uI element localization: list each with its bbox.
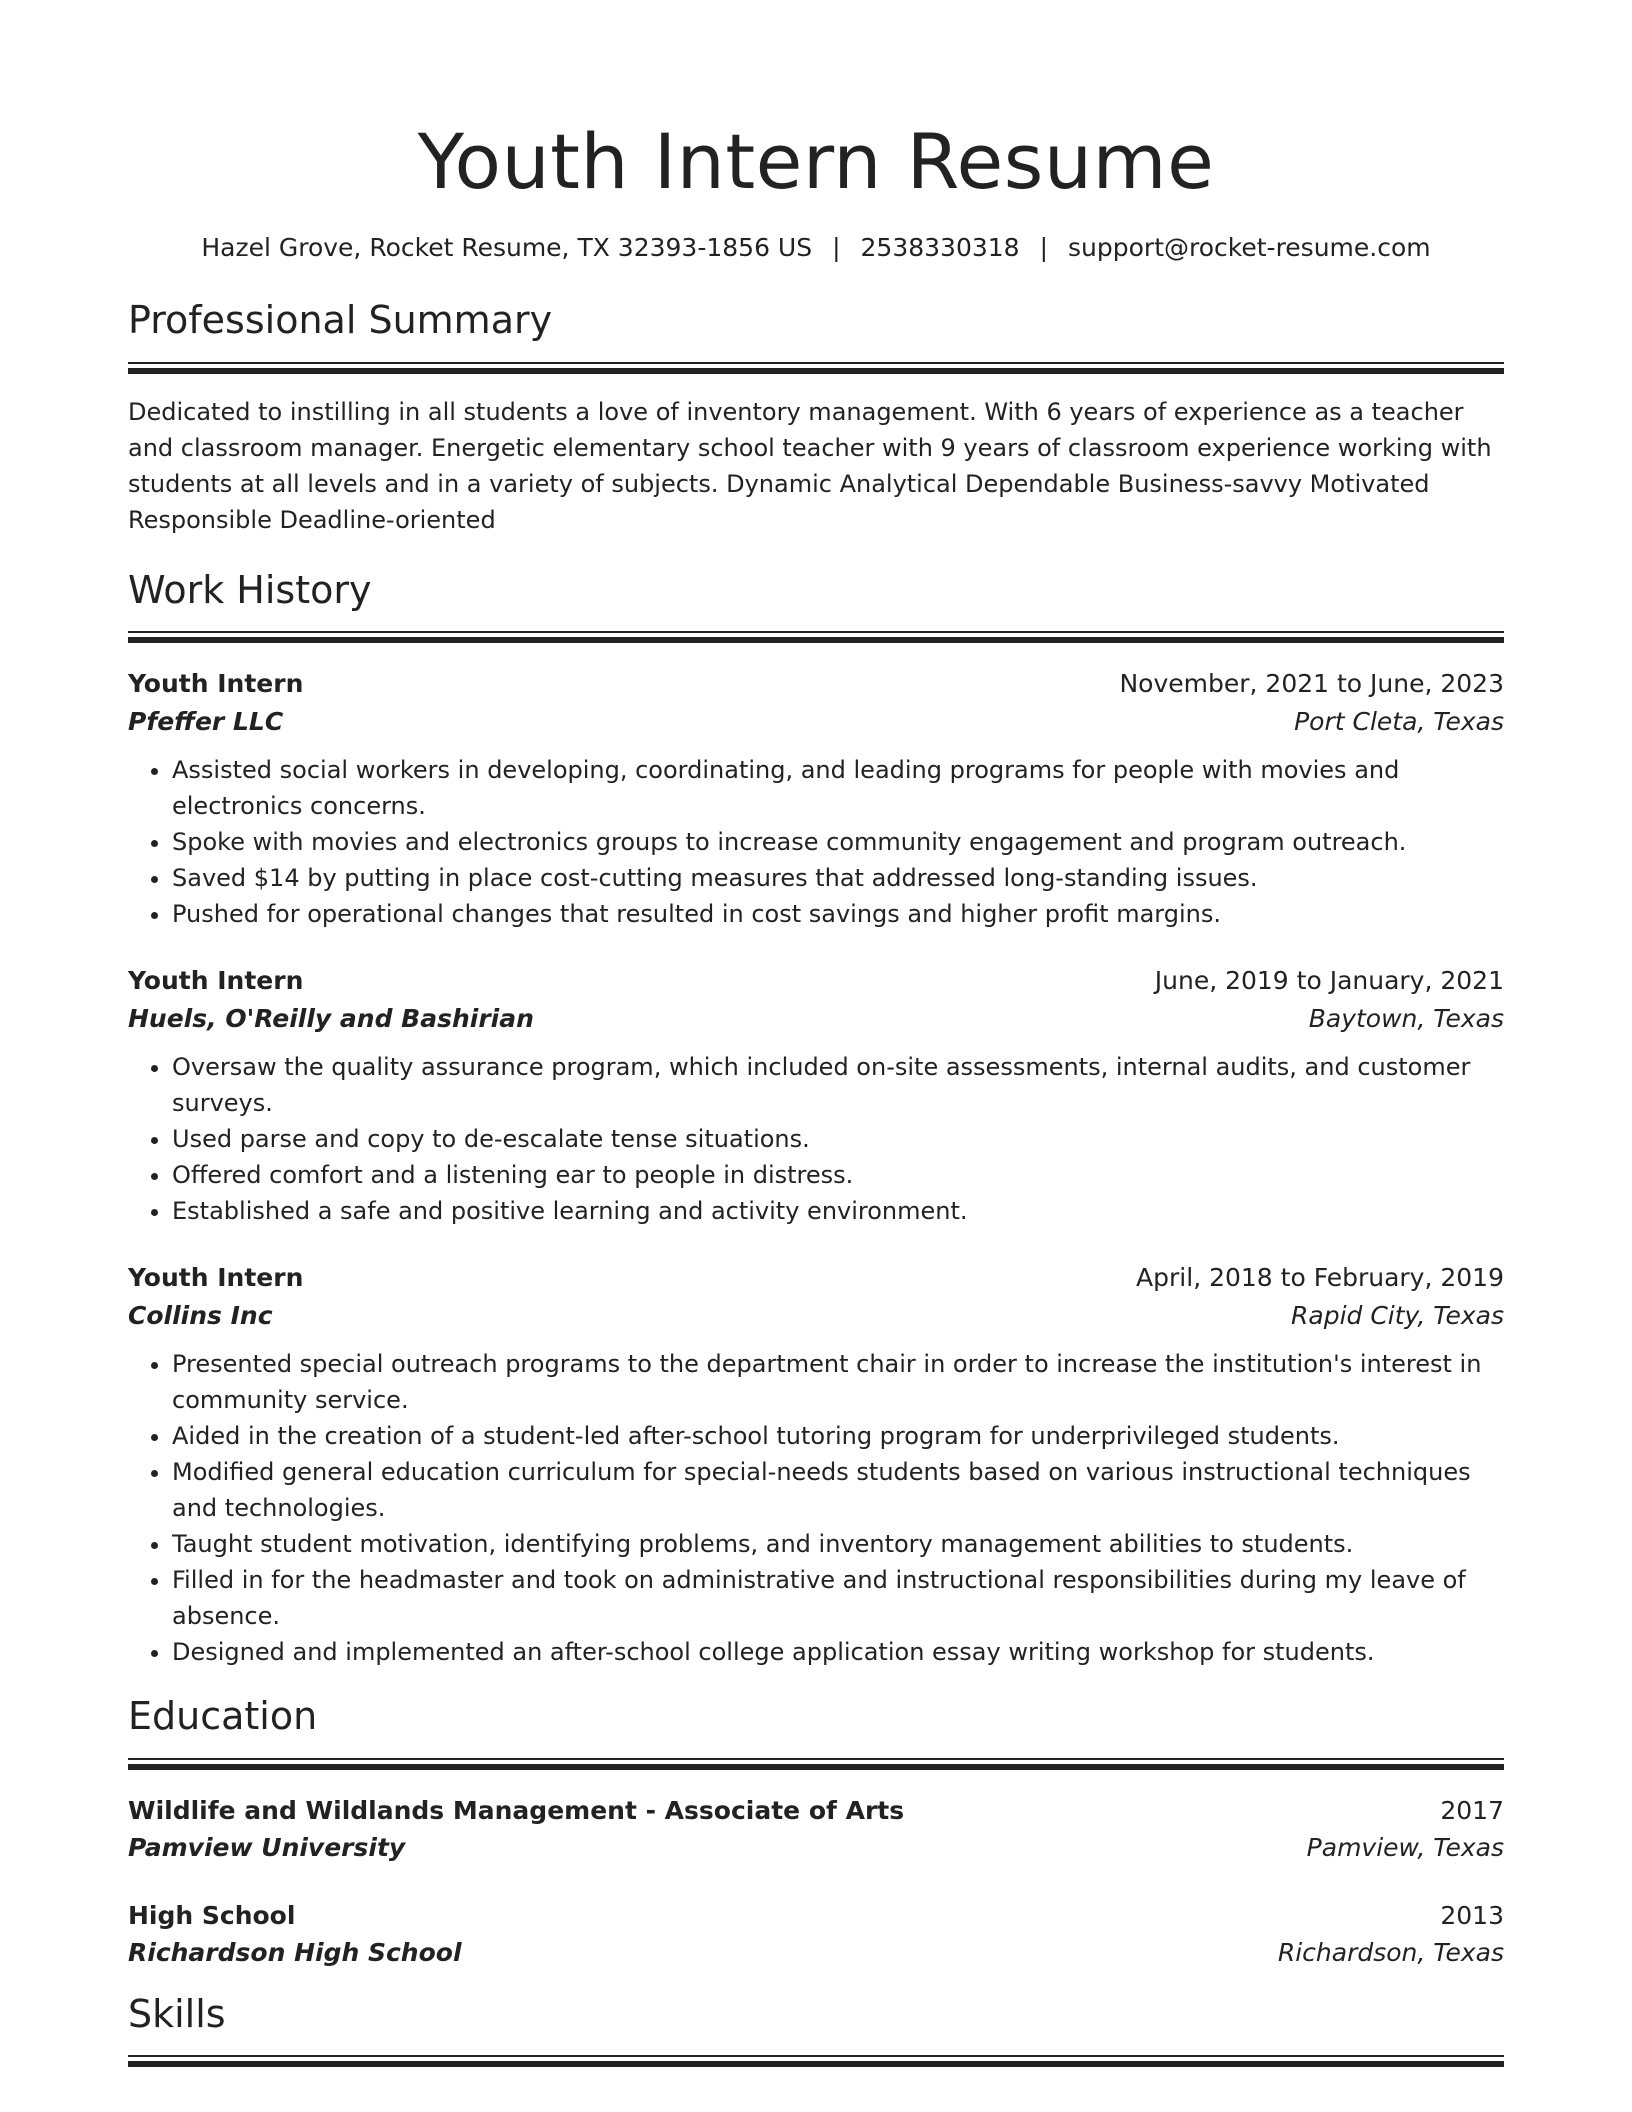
- section-divider: [128, 1758, 1504, 1770]
- job-company-row: [128, 1000, 1504, 1038]
- job-bullet-list: [128, 752, 1504, 932]
- job-entry: [128, 962, 1504, 1229]
- job-bullet: • Pushed for operational changes that resulted in cost savings and higher profit margins.: [172, 896, 1504, 932]
- job-bullet: • Offered comfort and a listening ear to people in distress.: [172, 1157, 1504, 1193]
- education-year: 2017: [1440, 1795, 1504, 1825]
- education-location: Pamview, Texas: [1306, 1833, 1504, 1863]
- job-header-row: [128, 1259, 1504, 1297]
- section-divider: [128, 2055, 1504, 2067]
- resume-title: Youth Intern Resume: [417, 117, 1215, 206]
- job-dates: November, 2021 to June, 2023: [1119, 669, 1504, 699]
- section-heading-work-history: Work History: [128, 567, 372, 612]
- job-header-row: [128, 962, 1504, 1000]
- job-company-row: [128, 703, 1504, 741]
- education-degree: Wildlife and Wildlands Management - Associate of Arts: [128, 1795, 905, 1825]
- job-bullet: • Oversaw the quality assurance program, which included on-site assessments, internal audits, and customer surveys.: [172, 1049, 1504, 1121]
- job-bullet: • Spoke with movies and electronics groups to increase community engagement and program outreach.: [172, 824, 1504, 860]
- job-title: Youth Intern: [128, 1263, 304, 1293]
- education-entry: [128, 1792, 1504, 1867]
- job-bullet: • Taught student motivation, identifying problems, and inventory management abilities to students.: [172, 1526, 1504, 1562]
- section-heading-summary: Professional Summary: [128, 298, 553, 343]
- education-year: 2013: [1440, 1900, 1504, 1930]
- section-divider: [128, 362, 1504, 374]
- education-school-row: [128, 1829, 1504, 1867]
- job-bullet: • Presented special outreach programs to the department chair in order to increase the institution's interest in community service.: [172, 1346, 1504, 1418]
- education-header-row: [128, 1897, 1504, 1935]
- job-dates: April, 2018 to February, 2019: [1136, 1263, 1504, 1293]
- job-title: Youth Intern: [128, 669, 304, 699]
- contact-address: Hazel Grove, Rocket Resume, TX 32393-1856 US: [201, 232, 813, 262]
- job-bullet: • Used parse and copy to de-escalate tense situations.: [172, 1121, 1504, 1157]
- job-entry: [128, 665, 1504, 932]
- education-degree: High School: [128, 1900, 296, 1930]
- job-entry: [128, 1259, 1504, 1670]
- section-heading-education: Education: [128, 1694, 318, 1739]
- job-location: Port Cleta, Texas: [1294, 706, 1504, 736]
- job-company: Collins Inc: [128, 1300, 273, 1330]
- section-divider: [128, 631, 1504, 643]
- summary-text: Dedicated to instilling in all students a love of inventory management. With 6 years of experience as a teacher and classroom manager. Energetic elementary school teacher with 9 years of classroom experience working with students at all levels and in a variety of subjects. Dynamic Analytical Dependable Business-savvy Motivated Responsible Deadline-oriented: [128, 397, 1492, 534]
- job-bullet: • Saved $14 by putting in place cost-cutting measures that addressed long-standing issues.: [172, 860, 1504, 896]
- job-dates: June, 2019 to January, 2021: [1154, 966, 1504, 996]
- job-bullet: • Aided in the creation of a student-led after-school tutoring program for underprivileged students.: [172, 1418, 1504, 1454]
- job-header-row: [128, 665, 1504, 703]
- job-bullet-list: [128, 1346, 1504, 1670]
- job-company-row: [128, 1297, 1504, 1335]
- job-company: Huels, O'Reilly and Bashirian: [128, 1003, 534, 1033]
- contact-separator: |: [1039, 232, 1049, 262]
- job-company: Pfeffer LLC: [128, 706, 284, 736]
- contact-separator: |: [832, 232, 841, 262]
- education-entry: [128, 1897, 1504, 1972]
- section-heading-skills: Skills: [128, 1991, 226, 2036]
- education-section: [128, 1694, 1504, 1972]
- job-bullet: • Filled in for the headmaster and took on administrative and instructional responsibilities during my leave of absence.: [172, 1562, 1504, 1634]
- education-header-row: [128, 1792, 1504, 1830]
- contact-email: support@rocket-resume.com: [1068, 232, 1431, 262]
- education-school-row: [128, 1934, 1504, 1972]
- job-bullet: • Established a safe and positive learning and activity environment.: [172, 1193, 1504, 1229]
- education-school: Pamview University: [128, 1833, 406, 1863]
- job-bullet: • Designed and implemented an after-school college application essay writing workshop for students.: [172, 1634, 1504, 1670]
- job-title: Youth Intern: [128, 966, 304, 996]
- contact-phone: 2538330318: [860, 232, 1020, 262]
- work-history-section: [128, 568, 1504, 1671]
- education-location: Richardson, Texas: [1277, 1938, 1504, 1968]
- job-location: Rapid City, Texas: [1291, 1300, 1504, 1330]
- education-school: Richardson High School: [128, 1938, 462, 1968]
- contact-line: [128, 232, 1504, 265]
- summary-section: [128, 298, 1504, 538]
- skills-section: [128, 1992, 1504, 2068]
- job-location: Baytown, Texas: [1308, 1003, 1504, 1033]
- job-bullet-list: [128, 1049, 1504, 1229]
- job-bullet: • Assisted social workers in developing, coordinating, and leading programs for people with movies and electronics concerns.: [172, 752, 1504, 824]
- job-bullet: • Modified general education curriculum for special-needs students based on various instructional techniques and technologies.: [172, 1454, 1504, 1526]
